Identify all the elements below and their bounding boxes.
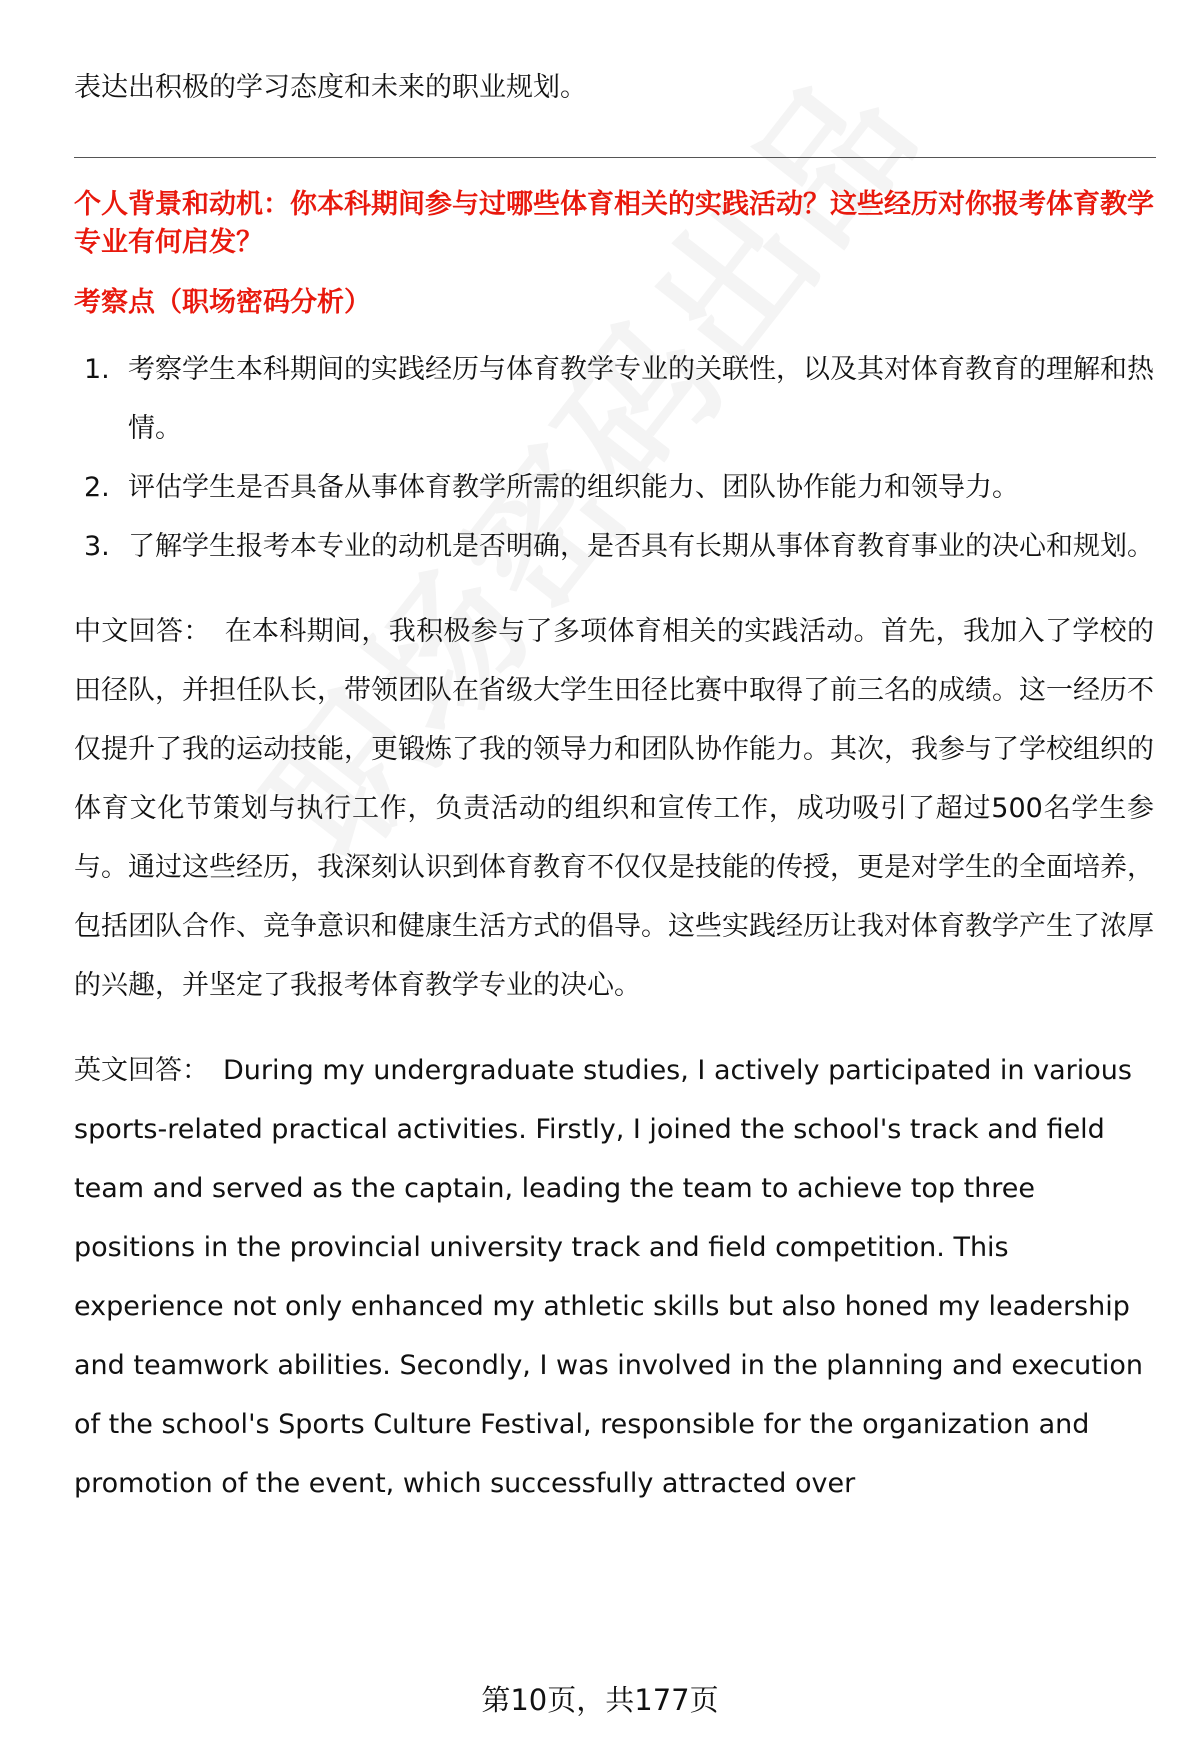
page-footer: 第10页，共177页 bbox=[481, 1683, 719, 1717]
answer-english-label: 英文回答： bbox=[74, 1055, 209, 1086]
analysis-points-list bbox=[74, 340, 1154, 576]
point-number: 1. bbox=[84, 354, 110, 385]
point-number: 2. bbox=[84, 472, 110, 503]
analysis-point bbox=[74, 517, 1154, 576]
analysis-point bbox=[74, 458, 1154, 517]
answer-chinese-text: 在本科期间，我积极参与了多项体育相关的实践活动。首先，我加入了学校的田径队，并担任队长，带领团队在省级大学生田径比赛中取得了前三名的成绩。这一经历不仅提升了我的运动技能，更锻炼了我的领导力和团队协作能力。其次，我参与了学校组织的体育文化节策划与执行工作，负责活动的组织和宣传工作，成功吸引了超过500名学生参与。通过这些经历，我深刻认识到体育教育不仅仅是技能的传授，更是对学生的全面培养，包括团队合作、竞争意识和健康生活方式的倡导。这些实践经历让我对体育教学产生了浓厚的兴趣，并坚定了我报考体育教学专业的决心。 bbox=[74, 616, 1155, 1001]
intro-tail-text: 表达出积极的学习态度和未来的职业规划。 bbox=[74, 72, 587, 103]
question-title: 个人背景和动机：你本科期间参与过哪些体育相关的实践活动？这些经历对你报考体育教学专业有何启发？ bbox=[74, 189, 1154, 258]
page-content bbox=[74, 58, 1154, 1513]
point-text: 评估学生是否具备从事体育教学所需的组织能力、团队协作能力和领导力。 bbox=[128, 472, 1019, 503]
point-text: 考察学生本科期间的实践经历与体育教学专业的关联性，以及其对体育教育的理解和热情。 bbox=[128, 354, 1154, 444]
point-number: 3. bbox=[84, 531, 110, 562]
section-divider bbox=[74, 157, 1156, 158]
analysis-point bbox=[74, 340, 1154, 458]
answer-chinese bbox=[74, 602, 1154, 1015]
point-text: 了解学生报考本专业的动机是否明确，是否具有长期从事体育教育事业的决心和规划。 bbox=[128, 531, 1154, 562]
answer-chinese-label: 中文回答： bbox=[74, 616, 211, 647]
answer-english bbox=[74, 1041, 1154, 1513]
answer-english-text: During my undergraduate studies, I actively participated in various sports-related practical activities. Firstly, I joined the school's track and field team and served as the captain, leading the team to achieve top three positions in the provincial university track and field competition. This experience not only enhanced my athletic skills but also honed my leadership and teamwork abilities. Secondly, I was involved in the planning and execution of the school's Sports Culture Festival, responsible for the organization and promotion of the event, which successfully attracted over bbox=[74, 1055, 1144, 1499]
analysis-heading: 考察点（职场密码分析） bbox=[74, 287, 371, 318]
